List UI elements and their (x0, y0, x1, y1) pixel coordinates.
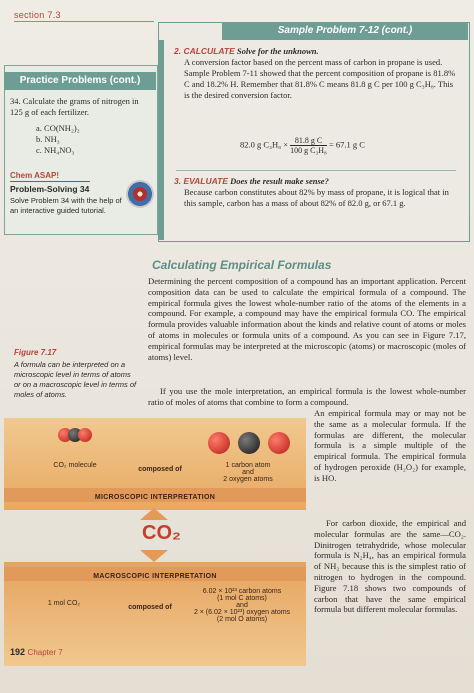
microscopic-band (4, 488, 306, 502)
cd-rom-icon (126, 180, 154, 208)
step2-text: A conversion factor based on the percent mass of carbon in propane is used. Sample Problem 7-11 showed that the percent composition of propane is 81.8% C and 18.2% H. Remember that 81.8% C means 81.8 g C per 100 g C₃H₈. This is the desired conversion factor. (184, 57, 456, 100)
co2-formula: CO₂ (142, 522, 181, 544)
step3-label: 3. EVALUATE (174, 176, 228, 186)
composed-of-2: composed of (128, 604, 172, 611)
sample-problem-title: Sample Problem 7-12 (cont.) (222, 22, 468, 40)
oxygen-atom-sphere (78, 428, 92, 442)
practice-items (36, 123, 80, 156)
macro-carbon-moles: (1 mol C atoms) (217, 595, 267, 602)
chem-asap-label: Chem ASAP! (10, 171, 60, 180)
practice-item-a: a. CO(NH₂)₂ (36, 123, 80, 133)
atoms-label-and: and (242, 469, 254, 476)
step-calculate (174, 46, 459, 101)
co2-molecule-model (58, 428, 92, 442)
macroscopic-label: MACROSCOPIC INTERPRETATION (93, 573, 217, 580)
oxygen-atom-sphere (208, 432, 230, 454)
section-label: section 7.3 (14, 10, 61, 20)
paragraph-1: Determining the percent composition of a compound has an important application. Percent composition data can be used to calculate the empirical formula of a compound. The empirical formula gives the lowest whole-number ratio of the atoms of the elements in a compound. For example, a compound may have the empirical formula CO. The empirical formula provides valuable information about the kinds and relative count of atoms or moles of atoms in molecules or formula units of a compound. As you can see in Figure 7.17, empirical formulas may be interpreted at the microscopic (atoms) or macroscopic (moles of atoms) level. (148, 276, 466, 362)
chapter-label: Chapter 7 (27, 648, 63, 657)
carbon-atom-sphere (238, 432, 260, 454)
separate-atoms-model (208, 432, 290, 454)
step2-question: Solve for the unknown. (236, 46, 319, 56)
figure-caption: A formula can be interpreted on a microscopic level in terms of atoms or on a macroscopic level in terms of moles of atoms. (14, 360, 137, 399)
step2-label: 2. CALCULATE (174, 46, 235, 56)
sample-problem-strip (158, 40, 164, 240)
paragraph-2b: An empirical formula may or may not be the same as a molecular formula. If the formulas are different, the molecular formula is a simple multiple of the empirical formula. The empirical formula of hydrogen peroxide (H₂O₂) for example, is HO. (314, 408, 466, 483)
paragraph-2a: If you use the mole interpretation, an empirical formula is the lowest whole-number ratio of moles of atoms that combine to form a compound. (148, 386, 466, 407)
co2-molecule-label: CO₂ molecule (53, 462, 97, 469)
macro-oxygen-moles: (2 mol O atoms) (216, 616, 268, 623)
problem-solving-desc: Solve Problem 34 with the help of an interactive guided tutorial. (10, 196, 122, 215)
atoms-label-carbon: 1 carbon atom (225, 462, 271, 469)
step3-text: Because carbon constitutes about 82% by mass of propane, it is logical that in this sample, carbon has a mass of about 82% of 82.0 g, or 67.1 g. (184, 187, 449, 208)
practice-question: 34. Calculate the grams of nitrogen in 125 g of each fertilizer. (10, 96, 139, 117)
arrow-up-icon (140, 508, 168, 520)
macro-oxygen-count: 2 × (6.02 × 10²³) oxygen atoms (193, 609, 291, 616)
eq-left: 82.0 g C₃H₈ × (240, 139, 289, 150)
macro-atoms-label (180, 588, 304, 623)
paragraph-3: For carbon dioxide, the empirical and molecular formulas are the same—CO₂. Dinitrogen tetrahydride, whose molecular formula is N₂H₄, has an empirical formula of NH₂ because this is the simplest ratio of nitrogen to hydrogen in the compound. Figure 7.18 shows two compounds of carbon that have the same empirical formula but different molecular formulas. (314, 518, 466, 615)
practice-title: Practice Problems (cont.) (4, 72, 156, 90)
microscopic-label: MICROSCOPIC INTERPRETATION (94, 494, 216, 501)
section-heading: Calculating Empirical Formulas (152, 258, 332, 272)
page-footer (10, 647, 63, 657)
sample-divider (176, 170, 456, 171)
eq-numerator: 81.8 g C (290, 136, 327, 146)
practice-item-b: b. NH₃ (36, 134, 60, 144)
problem-solving-title: Problem-Solving 34 (10, 184, 90, 194)
macro-and: and (236, 602, 248, 609)
step-evaluate (174, 176, 459, 209)
section-rule (14, 21, 154, 22)
macro-carbon-count: 6.02 × 10²³ carbon atoms (202, 588, 282, 595)
figure-label: Figure 7.17 (14, 348, 57, 357)
atoms-label (200, 462, 296, 483)
conversion-equation (240, 136, 365, 155)
page-number: 192 (10, 647, 26, 657)
atoms-label-oxygen: 2 oxygen atoms (223, 476, 273, 483)
mole-label: 1 mol CO₂ (47, 600, 81, 607)
eq-denominator: 100 g C₃H₈ (290, 146, 327, 155)
chem-asap-rule (10, 181, 90, 182)
eq-result: = 67.1 g C (328, 139, 365, 150)
eq-fraction (290, 136, 327, 155)
arrow-down-icon (140, 550, 168, 562)
composed-of-1: composed of (138, 466, 182, 473)
macroscopic-band (4, 567, 306, 581)
oxygen-atom-sphere (268, 432, 290, 454)
step3-question: Does the result make sense? (230, 176, 329, 186)
practice-item-c: c. NH₄NO₃ (36, 145, 75, 155)
